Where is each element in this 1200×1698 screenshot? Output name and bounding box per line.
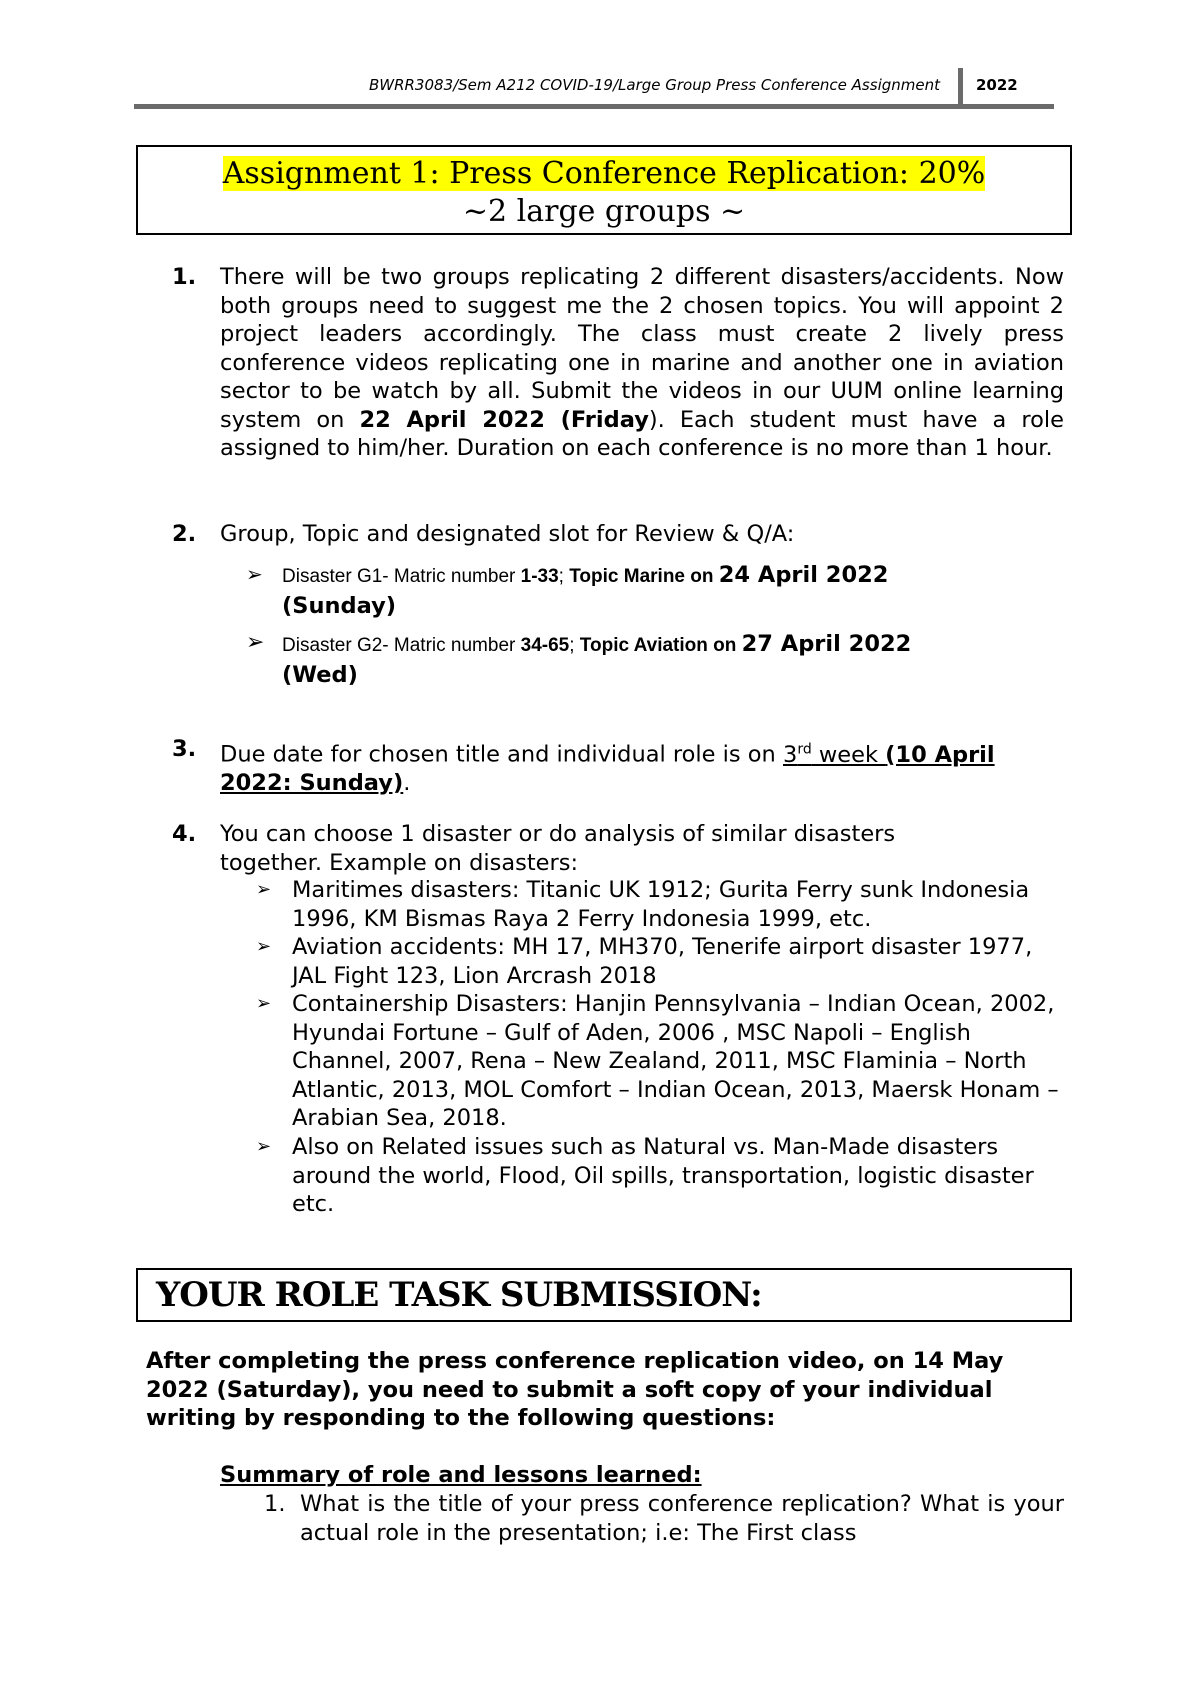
assignment-title-box — [136, 145, 1072, 235]
arrow-bullet-icon: ➢ — [256, 993, 272, 1014]
example-containership: Containership Disasters: Hanjin Pennsylvania – Indian Ocean, 2002, Hyundai Fortune – Gulf of Aden, 2006 , MSC Napoli – English Channel, 2007, Rena – New Zealand, 2011, MSC Flaminia – North Atlantic, 2013, MOL Comfort – Indian Ocean, 2013, Maersk Honam – Arabian Sea, 2018. — [292, 991, 1059, 1131]
header-course-line: BWRR3083/Sem A212 COVID-19/Large Group Press Conference Assignment — [368, 76, 940, 94]
role-task-box — [136, 1268, 1072, 1322]
question-1-number: 1. — [264, 1491, 286, 1517]
example-maritime: Maritimes disasters: Titanic UK 1912; Gurita Ferry sunk Indonesia 1996, KM Bismas Raya 2 Ferry Indonesia 1999, etc. — [292, 877, 1030, 932]
summary-heading: Summary of role and lessons learned: — [220, 1462, 702, 1488]
item-1-text: There will be two groups replicating 2 different disasters/accidents. Now both groups need to suggest me the 2 chosen topics. You will appoint 2 project leaders accordingly. The class must create 2 lively press conference videos replicating one in marine and another one in aviation sector to be watch by all. Submit the videos in our UUM online learning system on 22 April 2022 (Friday). Each student must have a role assigned to him/her. Duration on each conference is no more than 1 hour. — [220, 264, 1064, 461]
item-3-text: Due date for chosen title and individual role is on 3rd week (10 April 2022: Sunday). — [220, 741, 995, 796]
submission-intro: After completing the press conference replication video, on 14 May 2022 (Saturday), you need to submit a soft copy of your individual writing by responding to the following questions: — [146, 1348, 1004, 1431]
role-task-title: YOUR ROLE TASK SUBMISSION: — [156, 1275, 762, 1315]
assignment-subtitle: ~2 large groups ~ — [462, 194, 746, 229]
arrow-bullet-icon: ➢ — [256, 879, 272, 900]
arrow-bullet-icon: ➢ — [256, 1136, 272, 1157]
item-4-number: 4. — [172, 821, 197, 847]
question-1-text: What is the title of your press conference replication? What is your actual role in the presentation; i.e: The First class — [300, 1491, 1064, 1546]
header-divider — [958, 68, 963, 104]
example-related-issues: Also on Related issues such as Natural vs. Man-Made disasters around the world, Flood, Oil spills, transportation, logistic disaster etc. — [292, 1134, 1034, 1217]
arrow-bullet-icon: ➢ — [246, 562, 263, 586]
arrow-bullet-icon: ➢ — [256, 936, 272, 957]
header-year: 2022 — [976, 76, 1018, 94]
group-1-slot: Disaster G1- Matric number 1-33; Topic Marine on 24 April 2022 (Sunday) — [282, 562, 889, 619]
group-2-slot: Disaster G2- Matric number 34-65; Topic Aviation on 27 April 2022 (Wed) — [282, 631, 912, 688]
assignment-title: Assignment 1: Press Conference Replication: 20% — [222, 156, 986, 191]
item-2-number: 2. — [172, 521, 197, 547]
item-1-number: 1. — [172, 264, 197, 290]
header-rule — [134, 104, 1054, 109]
example-aviation: Aviation accidents: MH 17, MH370, Tenerife airport disaster 1977, JAL Fight 123, Lion Arcrash 2018 — [292, 934, 1033, 989]
arrow-bullet-icon: ➢ — [246, 630, 265, 655]
item-3-number: 3. — [172, 736, 197, 762]
item-4-text: You can choose 1 disaster or do analysis of similar disasters together. Example on disasters: — [220, 821, 896, 876]
item-2-text: Group, Topic and designated slot for Review & Q/A: — [220, 521, 795, 547]
